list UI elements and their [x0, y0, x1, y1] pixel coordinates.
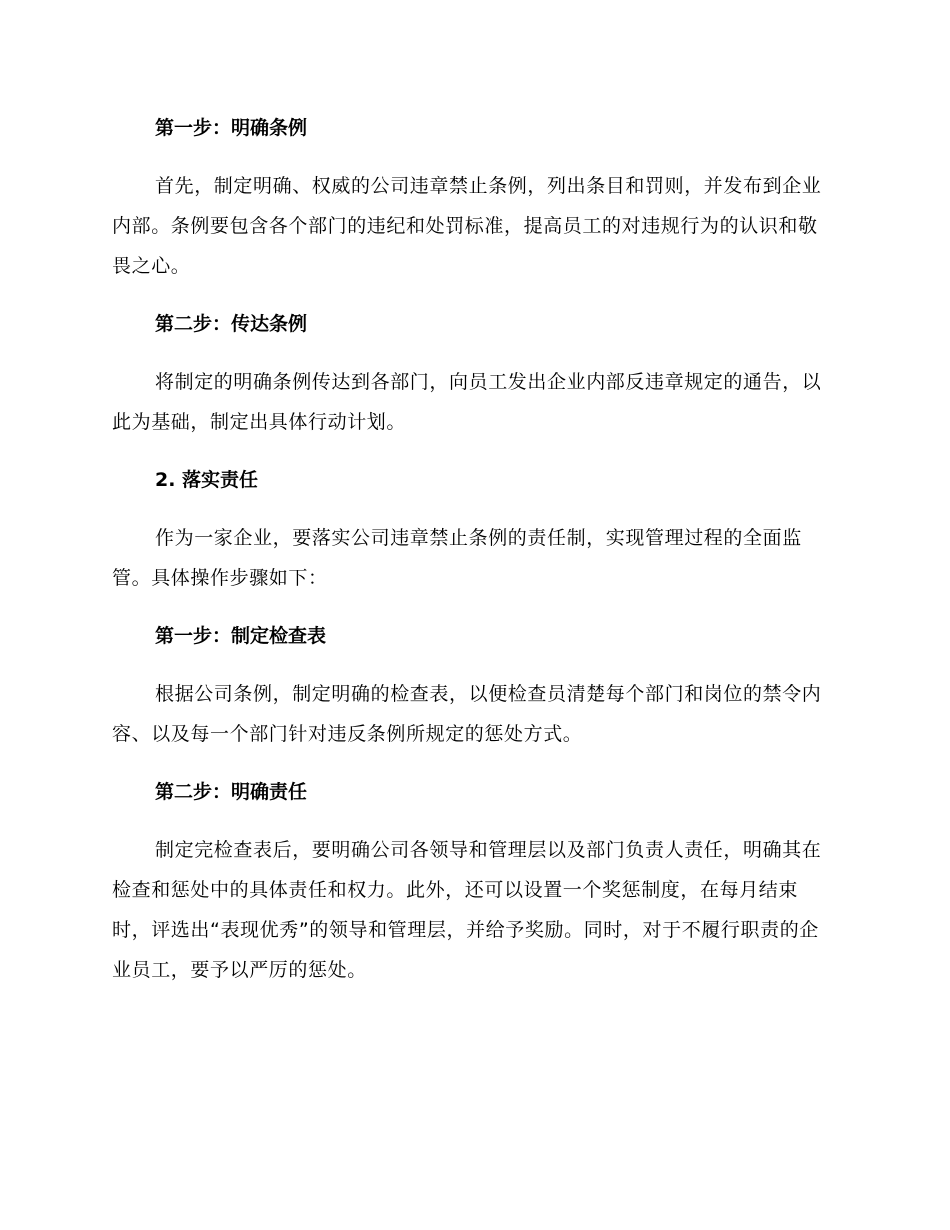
- heading-section2-implement-responsibility: 2. 落实责任: [155, 469, 259, 491]
- document-body: [112, 108, 832, 1008]
- paragraph-checklist: 根据公司条例，制定明确的检查表，以便检查员清楚每个部门和岗位的禁令内容、以及每一个部门针对违反条例所规定的惩处方式。: [112, 683, 822, 745]
- paragraph-implement-responsibility: 作为一家企业，要落实公司违章禁止条例的责任制，实现管理过程的全面监管。具体操作步骤如下：: [112, 527, 802, 589]
- heading-step2-communicate-rules: 第二步：传达条例: [155, 313, 308, 335]
- paragraph-clarify-responsibility: 制定完检查表后，要明确公司各领导和管理层以及部门负责人责任，明确其在检查和惩处中的具体责任和权力。此外，还可以设置一个奖惩制度，在每月结束时，评选出“表现优秀”的领导和管理层，并给予奖励。同时，对于不履行职责的企业员工，要予以严厉的惩处。: [112, 839, 822, 981]
- paragraph-communicate-rules: 将制定的明确条例传达到各部门，向员工发出企业内部反违章规定的通告，以此为基础，制定出具体行动计划。: [112, 371, 822, 433]
- heading-step1-clarify-rules: 第一步：明确条例: [155, 117, 308, 139]
- heading-step1-checklist: 第一步：制定检查表: [155, 625, 327, 647]
- paragraph-clarify-rules: 首先，制定明确、权威的公司违章禁止条例，列出条目和罚则，并发布到企业内部。条例要包含各个部门的违纪和处罚标准，提高员工的对违规行为的认识和敬畏之心。: [112, 175, 822, 277]
- heading-step2-clarify-responsibility: 第二步：明确责任: [155, 781, 308, 803]
